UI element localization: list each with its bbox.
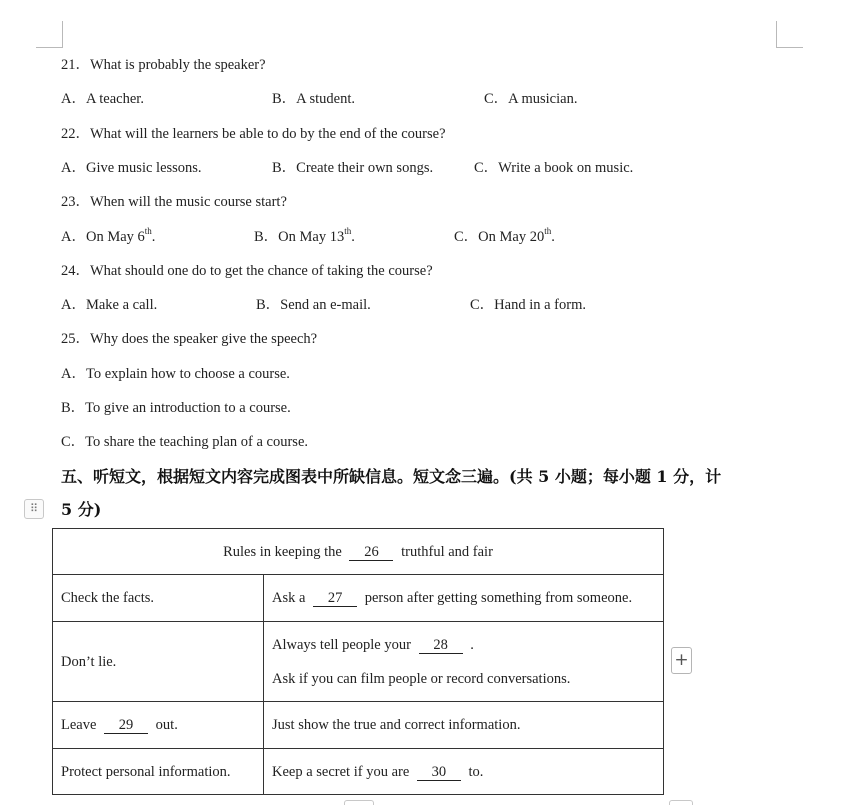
question-24-option-c: C．Hand in a form.: [470, 297, 586, 313]
table-row: [53, 702, 664, 749]
drag-handle-icon[interactable]: ⠿: [24, 499, 44, 519]
table-cell-detail[interactable]: Just show the true and correct information.: [264, 702, 664, 749]
question-21-option-c: C．A musician.: [484, 91, 578, 107]
question-23-stem: 23．When will the music course start?: [61, 194, 287, 210]
section-heading-line-1: 五、听短文，根据短文内容完成图表中所缺信息。短文念三遍。(共 5 小题；每小题 1 分，计: [61, 467, 722, 486]
question-25-option-c: C．To share the teaching plan of a course.: [61, 434, 309, 450]
question-22-option-c: C．Write a book on music.: [474, 160, 634, 176]
table-cell-detail[interactable]: Always tell people your 28 . Ask if you can film people or record conversations.: [264, 622, 664, 702]
blank-26[interactable]: 26: [349, 545, 393, 561]
question-25-option-a: A．To explain how to choose a course.: [61, 366, 290, 382]
table-header-cell[interactable]: Rules in keeping the 26 truthful and fair: [53, 529, 664, 575]
rules-table: [52, 528, 664, 795]
question-23-option-c: C．On May 20th.: [454, 226, 555, 245]
table-header-row: [53, 529, 664, 575]
table-row: [53, 622, 664, 702]
question-24-option-a: A．Make a call.: [61, 297, 158, 313]
question-22-option-a: A．Give music lessons.: [61, 160, 202, 176]
page-corner-mark-top-left: [36, 21, 63, 48]
question-22-option-b: B．Create their own songs.: [272, 160, 434, 176]
cut-off-control: [344, 800, 374, 805]
question-25-option-b: B．To give an introduction to a course.: [61, 400, 291, 416]
table-row: [53, 749, 664, 795]
blank-30[interactable]: 30: [417, 765, 461, 781]
question-23-option-b: B．On May 13th.: [254, 226, 355, 245]
blank-29[interactable]: 29: [104, 718, 148, 734]
question-22-stem: 22．What will the learners be able to do by the end of the course?: [61, 126, 446, 142]
table-cell-rule[interactable]: Protect personal information.: [53, 749, 264, 795]
table-cell-rule[interactable]: Don’t lie.: [53, 622, 264, 702]
plus-icon[interactable]: +: [671, 647, 692, 674]
question-24-option-b: B．Send an e-mail.: [256, 297, 371, 313]
blank-27[interactable]: 27: [313, 591, 357, 607]
page-corner-mark-top-right: [776, 21, 803, 48]
question-23-option-a: A．On May 6th.: [61, 226, 156, 245]
table-row: [53, 575, 664, 622]
question-21-option-a: A．A teacher.: [61, 91, 144, 107]
table-cell-rule[interactable]: Leave 29 out.: [53, 702, 264, 749]
table-cell-rule[interactable]: Check the facts.: [53, 575, 264, 622]
blank-28[interactable]: 28: [419, 638, 463, 654]
table-cell-detail[interactable]: Ask a 27 person after getting something from someone.: [264, 575, 664, 622]
question-24-stem: 24．What should one do to get the chance of taking the course?: [61, 263, 433, 279]
section-heading-line-2: 5 分): [61, 500, 102, 519]
question-25-stem: 25．Why does the speaker give the speech?: [61, 331, 318, 347]
question-21-stem: 21．What is probably the speaker?: [61, 57, 266, 73]
cut-off-control: [669, 800, 693, 805]
table-cell-detail[interactable]: Keep a secret if you are 30 to.: [264, 749, 664, 795]
question-21-option-b: B．A student.: [272, 91, 355, 107]
